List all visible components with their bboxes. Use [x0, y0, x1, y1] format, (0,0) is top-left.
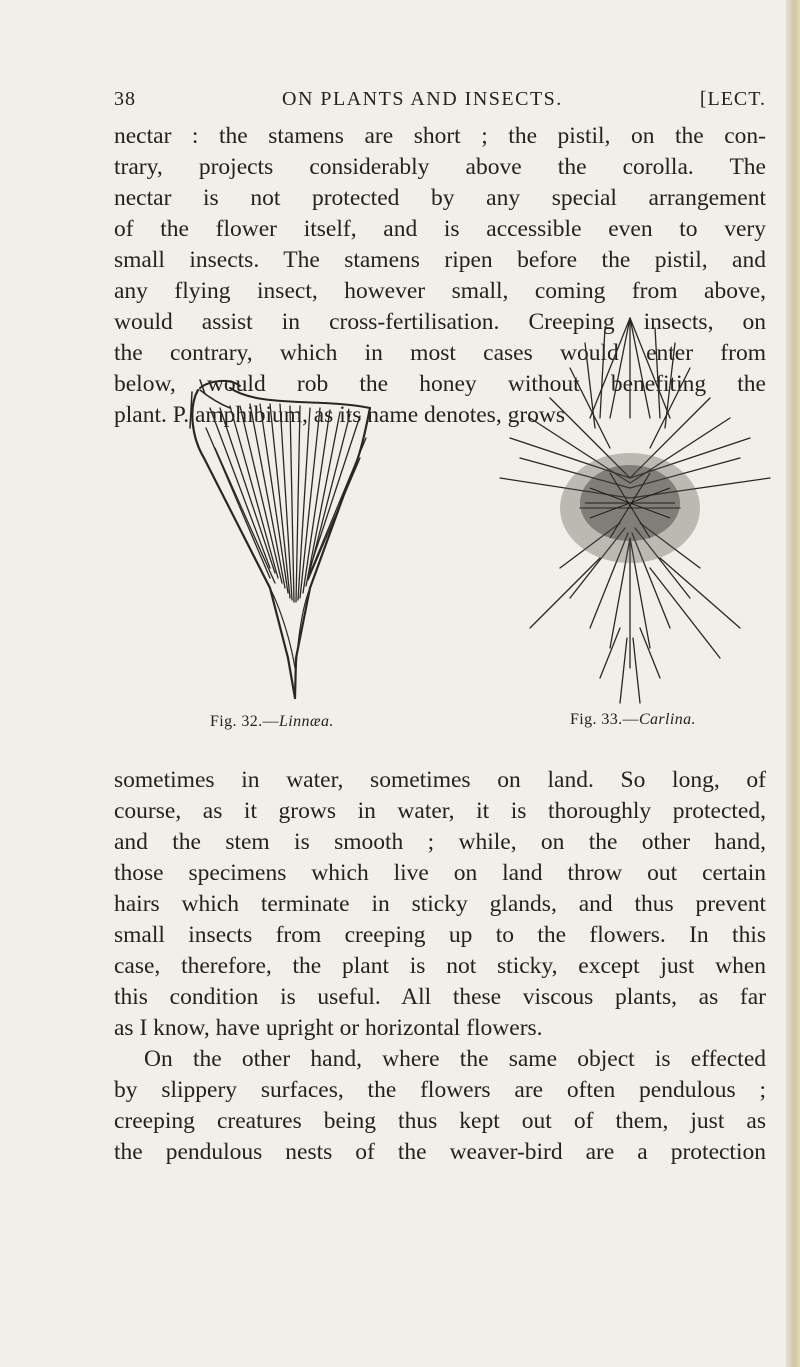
text-line: nectar is not protected by any special arrangement — [114, 185, 766, 211]
text-line: small insects from creeping up to the flowers. In this — [114, 922, 766, 948]
paragraph-last — [114, 1044, 766, 1168]
text-line: those specimens which live on land throw out certain — [114, 860, 766, 886]
paragraph-bottom — [114, 765, 766, 1044]
text-line: trary, projects considerably above the corolla. The — [114, 154, 766, 180]
caption-dash: — — [622, 711, 639, 728]
figure-species: Linnæa. — [278, 713, 334, 730]
text-line: and the stem is smooth ; while, on the other hand, — [114, 829, 766, 855]
text-line: course, as it grows in water, it is thoroughly protected, — [114, 798, 766, 824]
running-title: ON PLANTS AND INSECTS. — [282, 88, 563, 110]
page-edge — [786, 0, 800, 1367]
text-line: would assist in cross-fertilisation. Creeping insects, on — [114, 309, 766, 335]
text-line: of the flower itself, and is accessible even to very — [114, 216, 766, 242]
figure-label: Fig. 33. — [570, 711, 623, 728]
text-line: this condition is useful. All these viscous plants, as far — [114, 984, 766, 1010]
figure-label: Fig. 32. — [210, 713, 263, 730]
linnaea-flower-illustration — [170, 368, 380, 708]
running-header — [114, 88, 766, 118]
figure-species: Carlina. — [638, 711, 696, 728]
text-line: the pendulous nests of the weaver-bird are a protection — [114, 1139, 766, 1165]
section-label: [LECT. — [699, 88, 766, 110]
page-number: 38 — [114, 88, 136, 110]
figure-32-caption — [210, 713, 334, 731]
text-line: case, therefore, the plant is not sticky, except just when — [114, 953, 766, 979]
text-line: hairs which terminate in sticky glands, and thus prevent — [114, 891, 766, 917]
text-line: On the other hand, where the same object is effected — [144, 1046, 766, 1072]
text-line: plant. P. amphibium, as its name denotes, grows — [114, 402, 566, 428]
text-line: any flying insect, however small, coming from above, — [114, 278, 766, 304]
text-line: sometimes in water, sometimes on land. So long, of — [114, 767, 766, 793]
text-line: nectar : the stamens are short ; the pistil, on the con- — [114, 123, 766, 149]
text-line: small insects. The stamens ripen before the pistil, and — [114, 247, 766, 273]
text-line: by slippery surfaces, the flowers are often pendulous ; — [114, 1077, 766, 1103]
text-line: the contrary, which in most cases would enter from — [114, 340, 766, 366]
text-line: below, would rob the honey without benefiting the — [114, 371, 766, 397]
caption-dash: — — [262, 713, 279, 730]
text-line: as I know, have upright or horizontal flowers. — [114, 1015, 543, 1041]
figure-33-caption — [570, 711, 696, 729]
carlina-flower-illustration — [490, 308, 780, 718]
text-line: creeping creatures being thus kept out of them, just as — [114, 1108, 766, 1134]
